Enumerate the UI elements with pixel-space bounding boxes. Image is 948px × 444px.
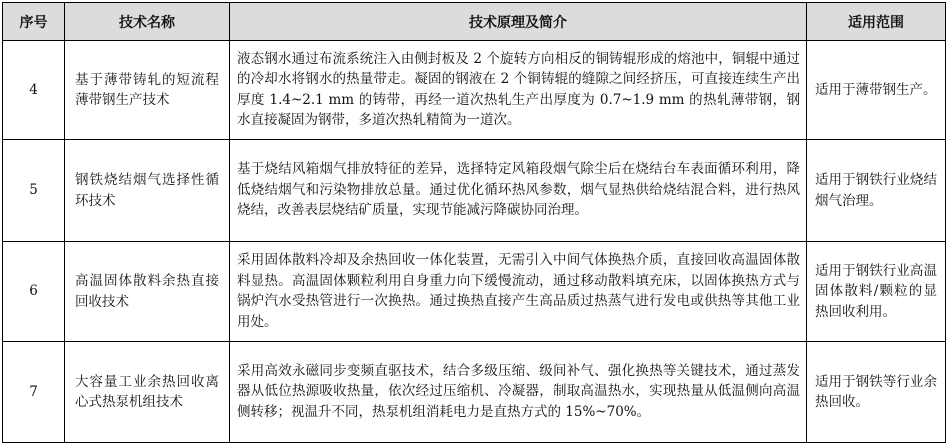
table-row <box>3 342 946 443</box>
technology-table <box>2 2 946 443</box>
header-row <box>3 3 946 41</box>
table-row <box>3 41 946 140</box>
tech-description: 采用高效永磁同步变频直驱技术，结合多级压缩、级间补气、强化换热等关键技术，通过蒸发器从低位热源吸收热量，依次经过压缩机、冷凝器，制取高温热水，实现热量从低温侧向高温侧转移；视温升不同，热泵机组消耗电力是直热方式的 15%~70%。 <box>230 342 807 443</box>
header-tech-name: 技术名称 <box>65 3 230 41</box>
tech-name: 钢铁烧结烟气选择性循环技术 <box>65 140 230 242</box>
tech-scope: 适用于钢铁等行业余热回收。 <box>807 342 946 443</box>
table-row <box>3 242 946 342</box>
tech-name: 大容量工业余热回收离心式热泵机组技术 <box>65 342 230 443</box>
header-principle: 技术原理及简介 <box>230 3 807 41</box>
table-row <box>3 140 946 242</box>
header-scope: 适用范围 <box>807 3 946 41</box>
tech-name: 高温固体散料余热直接回收技术 <box>65 242 230 342</box>
tech-scope: 适用于薄带钢生产。 <box>807 41 946 140</box>
tech-description: 采用固体散料冷却及余热回收一体化装置，无需引入中间气体换热介质，直接回收高温固体散料显热。高温固体颗粒利用自身重力向下缓慢流动，通过移动散料填充床，以固体换热方式与锅炉汽水受热管进行一次换热。通过换热直接产生高品质过热蒸气进行发电或供热等其他工业用处。 <box>230 242 807 342</box>
tech-scope: 适用于钢铁行业烧结烟气治理。 <box>807 140 946 242</box>
tech-scope: 适用于钢铁行业高温固体散料/颗粒的显热回收利用。 <box>807 242 946 342</box>
row-number: 6 <box>3 242 65 342</box>
row-number: 5 <box>3 140 65 242</box>
tech-description: 基于烧结风箱烟气排放特征的差异，选择特定风箱段烟气除尘后在烧结台车表面循环利用，降低烧结烟气和污染物排放总量。通过优化循环热风参数，烟气显热供给烧结混合料，进行热风烧结，改善表层烧结矿质量，实现节能减污降碳协同治理。 <box>230 140 807 242</box>
row-number: 7 <box>3 342 65 443</box>
header-number: 序号 <box>3 3 65 41</box>
tech-description: 液态钢水通过布流系统注入由侧封板及 2 个旋转方向相反的铜铸辊形成的熔池中，铜辊中通过的冷却水将钢水的热量带走。凝固的钢液在 2 个铜铸辊的缝隙之间经挤压，可直接连续生产出厚度 1.4~2.1 mm 的铸带，再经一道次热轧生产出厚度为 0.7~1.9 mm 的热轧薄带钢，钢水直接凝固为钢带，多道次热轧精简为一道次。 <box>230 41 807 140</box>
row-number: 4 <box>3 41 65 140</box>
tech-name: 基于薄带铸轧的短流程薄带钢生产技术 <box>65 41 230 140</box>
